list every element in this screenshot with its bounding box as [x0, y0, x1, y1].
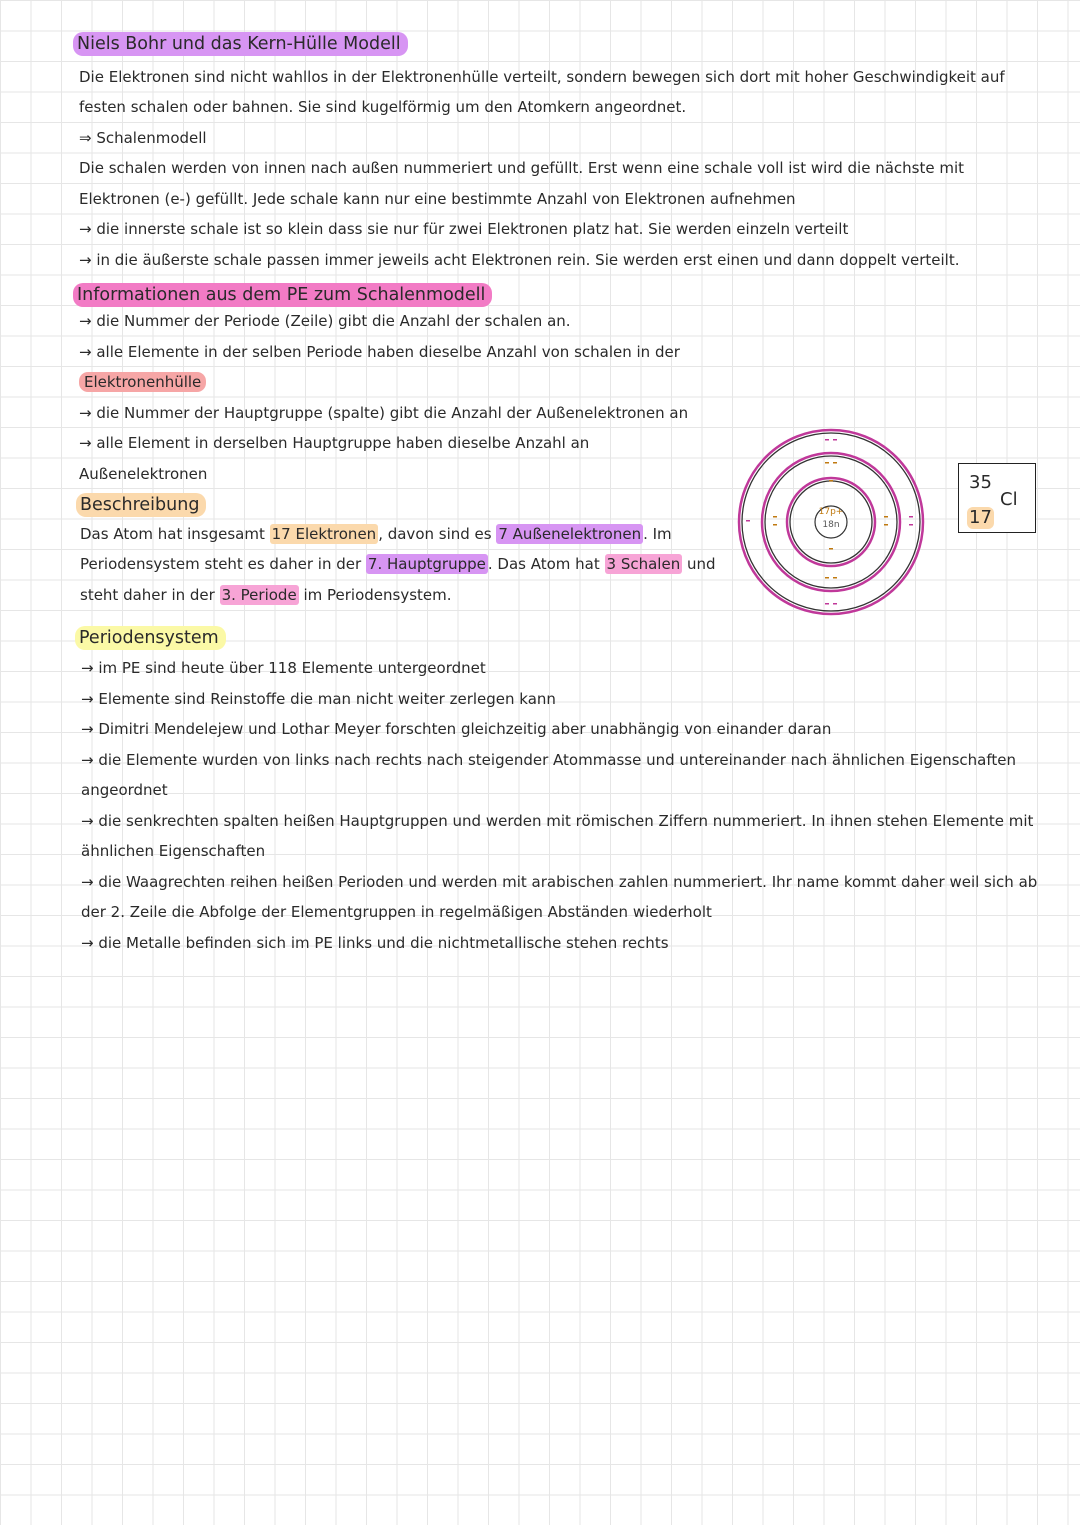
- highlight-17-elektronen: 17 Elektronen: [271, 525, 377, 543]
- nucleus-neutrons: 18n: [822, 520, 840, 530]
- bohr-line-2: festen schalen oder bahnen. Sie sind kugelförmig um den Atomkern angeordnet.: [79, 98, 687, 116]
- bohr-line-1: Die Elektronen sind nicht wahllos in der Elektronenhülle verteilt, sondern bewegen sich dort mit hoher Geschwindigkeit auf: [79, 68, 1005, 86]
- highlight-schalen: 3 Schalen: [606, 555, 681, 573]
- bohr-line-6: → die innerste schale ist so klein dass sie nur für zwei Elektronen platz hat. Sie werden einzeln verteilt: [79, 220, 849, 238]
- info-line-2-highlight: Elektronenhülle: [73, 371, 212, 393]
- bohr-line-4: Die schalen werden von innen nach außen nummeriert und gefüllt. Erst wenn eine schale voll ist wird die nächste mit: [79, 159, 965, 177]
- highlight-periode: 3. Periode: [221, 586, 297, 604]
- desc-line-3: steht daher in der 3. Periode im Periodensystem.: [80, 586, 452, 604]
- info-line-3: → die Nummer der Hauptgruppe (spalte) gibt die Anzahl der Außenelektronen an: [79, 404, 689, 422]
- element-symbol: Cl: [1000, 489, 1018, 510]
- desc-line-2: Periodensystem steht es daher in der 7. Hauptgruppe . Das Atom hat 3 Schalen und: [80, 555, 716, 573]
- bohr-line-5: Elektronen (e-) gefüllt. Jede schale kann nur eine bestimmte Anzahl von Elektronen aufnehmen: [79, 190, 796, 208]
- bohr-line-3: ⇒ Schalenmodell: [79, 129, 207, 147]
- highlight-hauptgruppe: 7. Hauptgruppe: [367, 555, 486, 573]
- nucleus-protons: 17p+: [818, 507, 844, 517]
- heading-periodensystem: Periodensystem: [75, 626, 226, 650]
- pse-line-9: der 2. Zeile die Abfolge der Elementgruppen in regelmäßigen Abständen wiederholt: [81, 903, 712, 921]
- info-line-4-cont: Außenelektronen: [79, 465, 208, 483]
- element-card-chlorine: [958, 463, 1036, 533]
- info-line-2: → alle Elemente in der selben Periode haben dieselbe Anzahl von schalen in der: [79, 343, 680, 361]
- pse-line-3: → Dimitri Mendelejew und Lothar Meyer forschten gleichzeitig aber unabhängig von einander daran: [81, 720, 832, 738]
- heading-info: Informationen aus dem PE zum Schalenmodell: [73, 283, 492, 307]
- atomic-number: 17: [969, 507, 992, 528]
- info-line-4: → alle Element in derselben Hauptgruppe haben dieselbe Anzahl an: [79, 434, 590, 452]
- pse-line-6: → die senkrechten spalten heißen Hauptgruppen und werden mit römischen Ziffern nummeriert. In ihnen stehen Elemente mit: [81, 812, 1034, 830]
- pse-line-4: → die Elemente wurden von links nach rechts nach steigender Atommasse und untereinander nach ähnlichen Eigenschaften: [81, 751, 1016, 769]
- bohr-line-7: → in die äußerste schale passen immer jeweils acht Elektronen rein. Sie werden erst einen und dann doppelt verteilt.: [79, 251, 960, 269]
- pse-line-5: angeordnet: [81, 781, 168, 799]
- pse-line-2: → Elemente sind Reinstoffe die man nicht weiter zerlegen kann: [81, 690, 556, 708]
- pse-line-7: ähnlichen Eigenschaften: [81, 842, 266, 860]
- info-line-1: → die Nummer der Periode (Zeile) gibt die Anzahl der schalen an.: [79, 312, 571, 330]
- desc-line-1: Das Atom hat insgesamt 17 Elektronen , davon sind es 7 Außenelektronen . Im: [80, 525, 672, 543]
- atom-shell-diagram: [735, 428, 930, 618]
- pse-line-8: → die Waagrechten reihen heißen Perioden und werden mit arabischen zahlen nummeriert. Ihr name kommt daher weil sich ab: [81, 873, 1038, 891]
- pse-line-10: → die Metalle befinden sich im PE links und die nichtmetallische stehen rechts: [81, 934, 669, 952]
- mass-number: 35: [969, 472, 992, 493]
- heading-beschreibung: Beschreibung: [76, 493, 206, 517]
- pse-line-1: → im PE sind heute über 118 Elemente untergeordnet: [81, 659, 486, 677]
- heading-bohr: Niels Bohr und das Kern-Hülle Modell: [73, 32, 408, 56]
- highlight-aussenelektronen: 7 Außenelektronen: [498, 525, 642, 543]
